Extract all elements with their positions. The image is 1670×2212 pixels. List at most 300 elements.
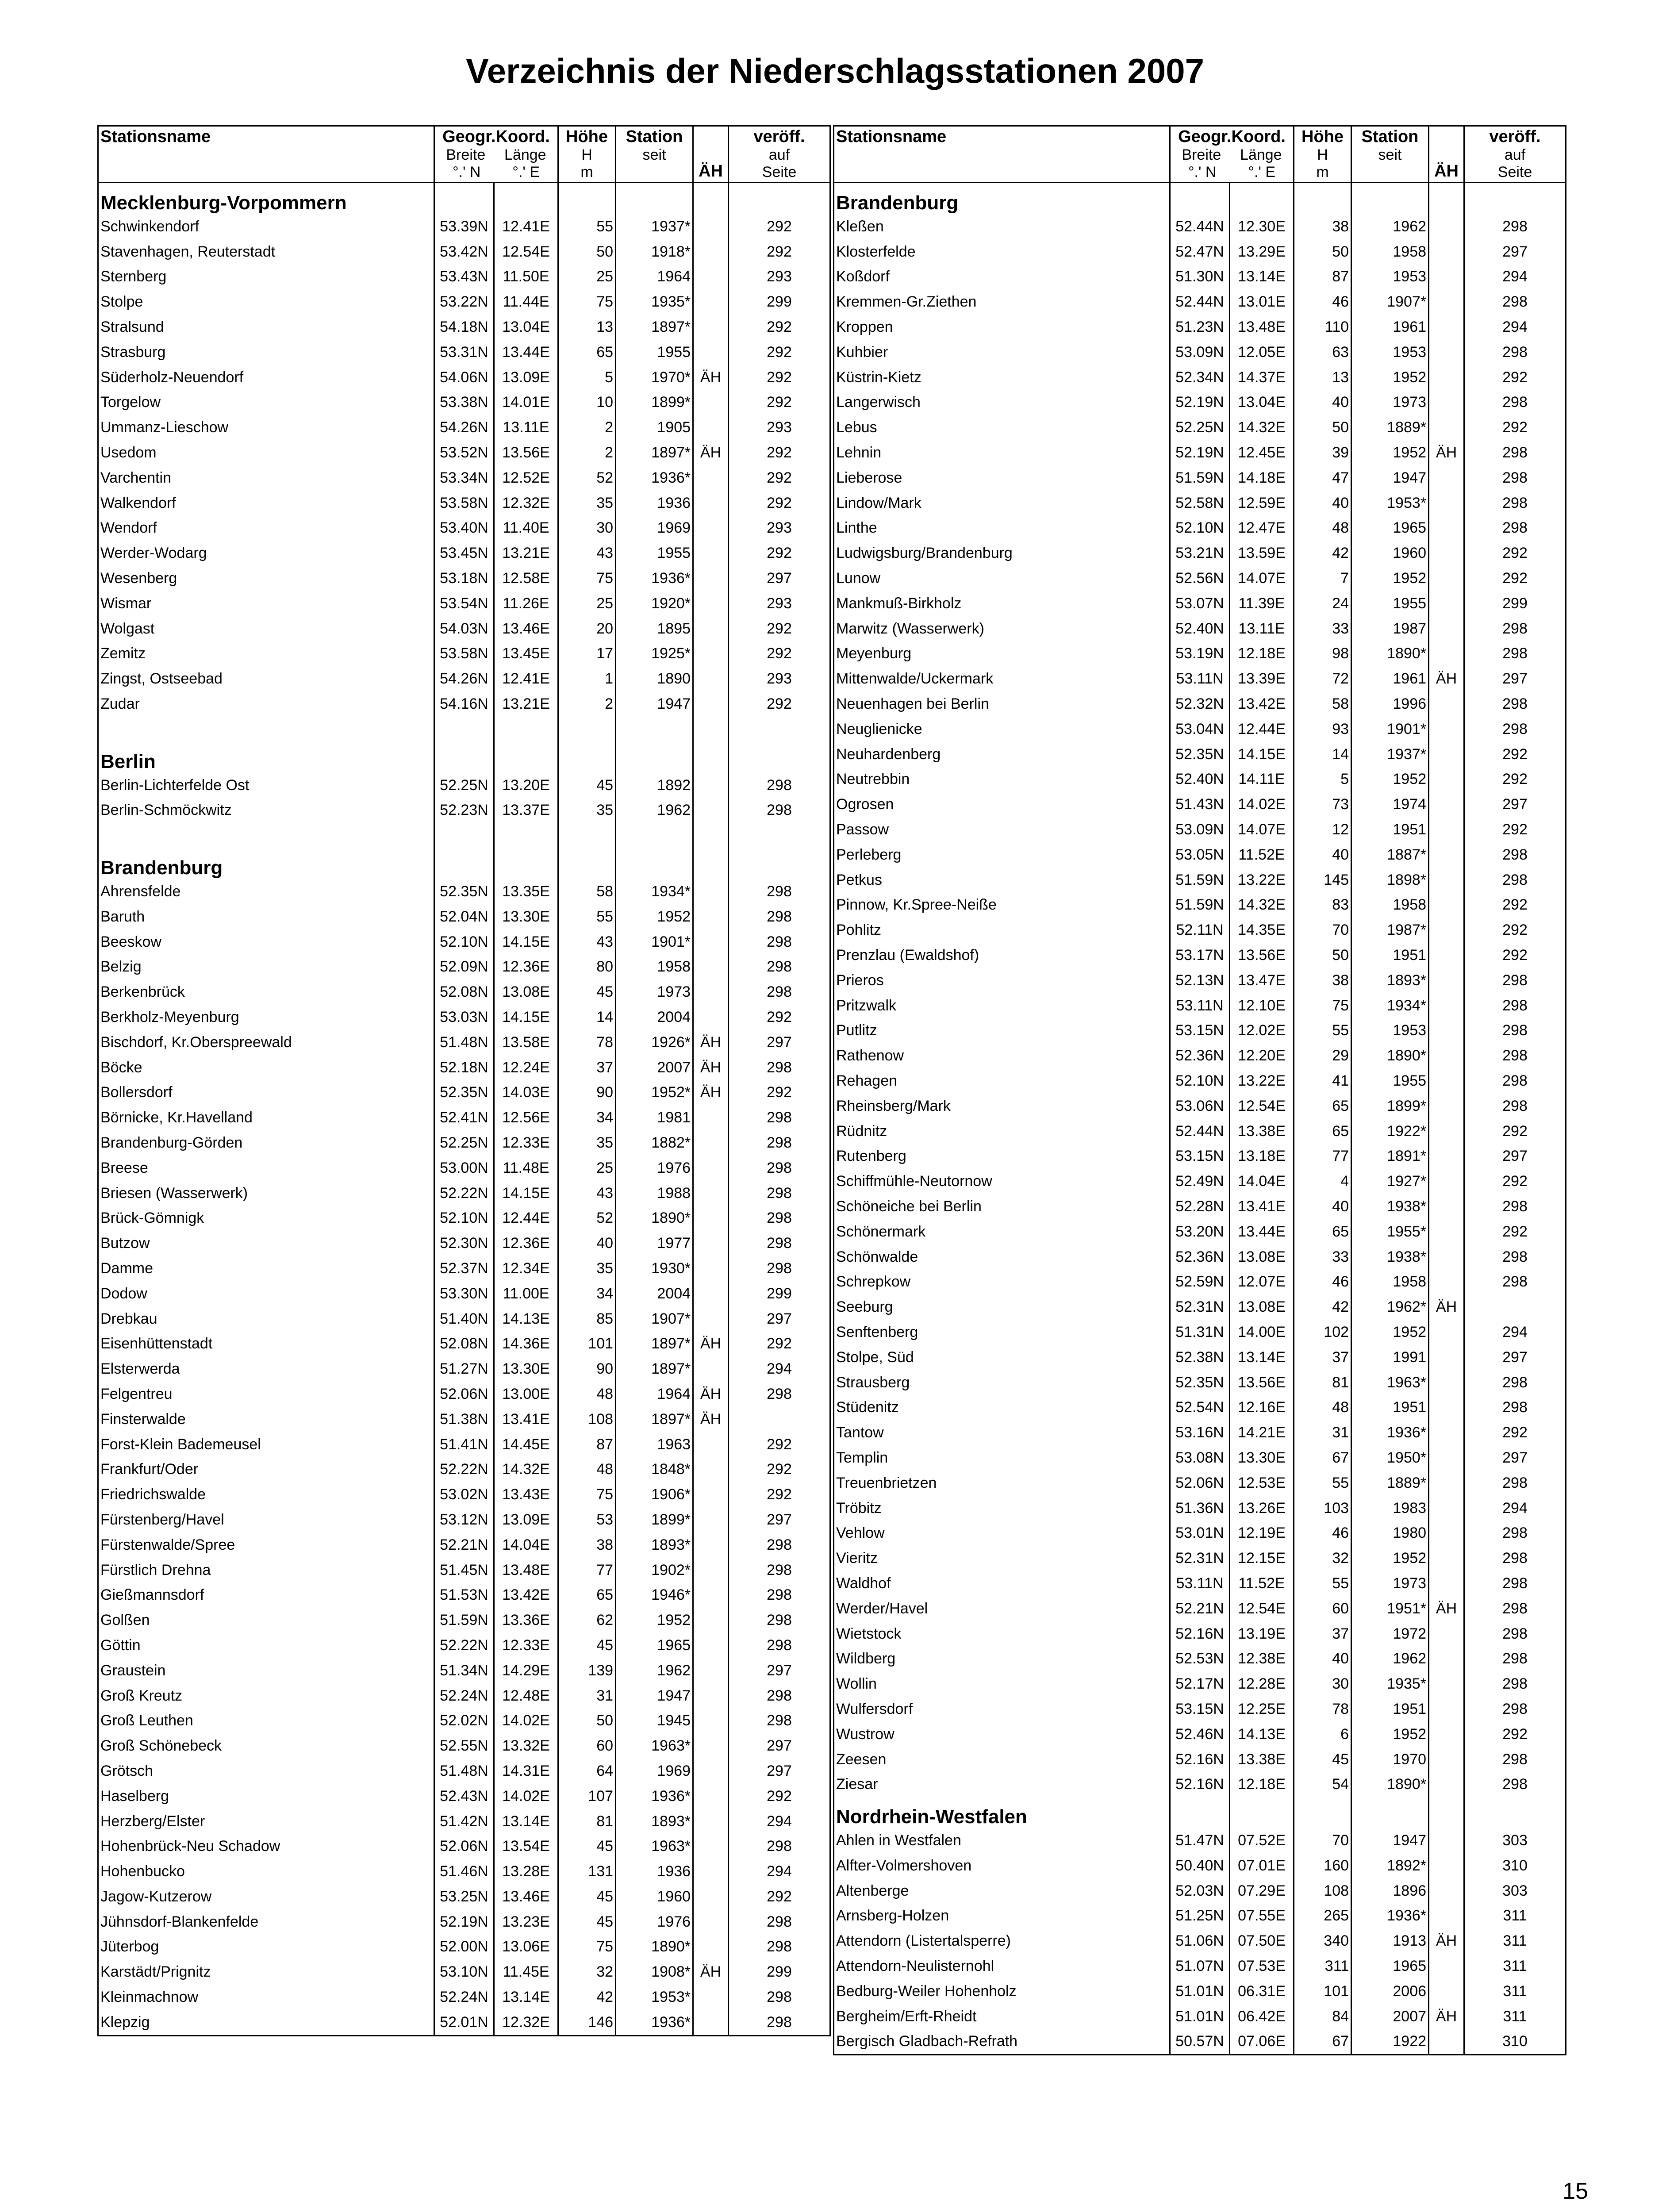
station-name: Tröbitz xyxy=(834,1496,1170,1521)
published-page: 297 xyxy=(729,1030,830,1055)
published-page: 297 xyxy=(1464,1445,1566,1471)
latitude: 52.25N xyxy=(434,773,494,798)
table-row xyxy=(834,239,1566,265)
table-row xyxy=(834,390,1566,415)
height: 87 xyxy=(558,1432,616,1457)
latitude: 52.22N xyxy=(434,1457,494,1482)
ah-flag xyxy=(1429,968,1464,993)
table-row xyxy=(834,1878,1566,1904)
published-page: 298 xyxy=(1464,691,1566,717)
since-year: 1972 xyxy=(1351,1621,1429,1647)
table-row xyxy=(98,773,830,798)
ah-flag xyxy=(693,1130,729,1156)
height: 14 xyxy=(558,1005,616,1030)
height: 48 xyxy=(1294,516,1351,541)
longitude: 13.56E xyxy=(494,440,558,465)
since-year: 1906* xyxy=(616,1482,693,1507)
empty-cell xyxy=(1351,1797,1429,1828)
station-name: Lindow/Mark xyxy=(834,491,1170,516)
published-page: 298 xyxy=(1464,1471,1566,1496)
station-name: Zemitz xyxy=(98,641,434,667)
since-year: 1892* xyxy=(1351,1853,1429,1878)
latitude: 53.05N xyxy=(1170,842,1230,868)
empty-cell xyxy=(494,183,558,215)
longitude: 14.32E xyxy=(1230,893,1294,918)
since-year: 1947 xyxy=(616,691,693,717)
station-name: Ahrensfelde xyxy=(98,879,434,904)
published-page: 292 xyxy=(1464,943,1566,968)
longitude: 12.45E xyxy=(1230,440,1294,465)
table-row xyxy=(834,1954,1566,1979)
published-page: 292 xyxy=(1464,415,1566,440)
height: 30 xyxy=(558,516,616,541)
latitude: 51.45N xyxy=(434,1558,494,1583)
since-year: 1935* xyxy=(1351,1671,1429,1697)
empty-cell xyxy=(729,183,830,215)
latitude: 52.28N xyxy=(1170,1194,1230,1219)
longitude: 12.54E xyxy=(494,239,558,265)
region-heading-row xyxy=(834,183,1566,215)
table-row xyxy=(98,1306,830,1332)
ah-flag xyxy=(693,1482,729,1507)
ah-flag xyxy=(1429,2029,1464,2055)
longitude: 13.19E xyxy=(1230,1621,1294,1647)
ah-flag xyxy=(1429,239,1464,265)
latitude: 52.04N xyxy=(434,904,494,929)
header-lon-unit: °.' E xyxy=(1248,164,1276,180)
header-pub-label: veröff. xyxy=(753,127,805,146)
height: 46 xyxy=(1294,1269,1351,1294)
longitude: 13.35E xyxy=(494,879,558,904)
station-name: Briesen (Wasserwerk) xyxy=(98,1181,434,1206)
latitude: 52.22N xyxy=(434,1633,494,1658)
ah-flag xyxy=(1429,868,1464,893)
longitude: 07.50E xyxy=(1230,1928,1294,1954)
ah-flag xyxy=(693,1457,729,1482)
table-row xyxy=(834,993,1566,1018)
height: 65 xyxy=(1294,1094,1351,1119)
published-page: 298 xyxy=(729,773,830,798)
latitude: 53.09N xyxy=(1170,817,1230,842)
station-name: Belzig xyxy=(98,955,434,980)
since-year: 1936* xyxy=(616,2010,693,2035)
longitude: 13.30E xyxy=(494,904,558,929)
header-station-label: Station xyxy=(1361,127,1419,146)
ah-flag xyxy=(1429,1521,1464,1546)
height: 43 xyxy=(558,541,616,566)
ah-flag xyxy=(693,516,729,541)
published-page: 297 xyxy=(729,1507,830,1532)
station-name: Neuenhagen bei Berlin xyxy=(834,691,1170,717)
station-name: Gießmannsdorf xyxy=(98,1582,434,1608)
ah-flag xyxy=(1429,691,1464,717)
published-page: 310 xyxy=(1464,1853,1566,1878)
table-row xyxy=(834,1043,1566,1068)
latitude: 51.07N xyxy=(1170,1954,1230,1979)
height: 63 xyxy=(1294,340,1351,365)
latitude: 53.06N xyxy=(1170,1094,1230,1119)
table-row xyxy=(834,1345,1566,1370)
latitude: 52.01N xyxy=(434,2010,494,2035)
longitude: 13.00E xyxy=(494,1382,558,1407)
latitude: 53.58N xyxy=(434,491,494,516)
table-row xyxy=(98,1683,830,1709)
published-page: 292 xyxy=(729,616,830,641)
empty-cell xyxy=(1294,183,1351,215)
station-name: Ludwigsburg/Brandenburg xyxy=(834,541,1170,566)
table-row xyxy=(98,541,830,566)
table-row xyxy=(98,1281,830,1306)
published-page: 292 xyxy=(1464,1169,1566,1194)
latitude: 53.15N xyxy=(1170,1697,1230,1722)
station-name: Vieritz xyxy=(834,1546,1170,1571)
since-year: 1897* xyxy=(616,1331,693,1356)
latitude: 51.46N xyxy=(434,1859,494,1884)
longitude: 14.15E xyxy=(1230,742,1294,767)
table-row xyxy=(98,1532,830,1558)
header-height-unit: m xyxy=(580,164,593,180)
empty-cell xyxy=(558,742,616,773)
published-page: 292 xyxy=(1464,1119,1566,1144)
latitude: 52.21N xyxy=(1170,1596,1230,1621)
height: 35 xyxy=(558,1130,616,1156)
station-name: Bollersdorf xyxy=(98,1080,434,1106)
station-name: Seeburg xyxy=(834,1294,1170,1320)
latitude: 52.19N xyxy=(434,1909,494,1935)
table-row xyxy=(834,1068,1566,1094)
published-page: 292 xyxy=(729,340,830,365)
station-name: Attendorn-Neulisternohl xyxy=(834,1954,1170,1979)
height: 55 xyxy=(1294,1018,1351,1044)
ah-flag xyxy=(1429,641,1464,667)
height: 24 xyxy=(1294,591,1351,616)
height: 45 xyxy=(558,1834,616,1859)
latitude: 52.06N xyxy=(1170,1471,1230,1496)
since-year: 1895 xyxy=(616,616,693,641)
longitude: 12.41E xyxy=(494,214,558,239)
longitude: 13.39E xyxy=(1230,666,1294,691)
station-name: Attendorn (Listertalsperre) xyxy=(834,1928,1170,1954)
station-name: Bischdorf, Kr.Oberspreewald xyxy=(98,1030,434,1055)
height: 146 xyxy=(558,2010,616,2035)
empty-cell xyxy=(616,848,693,879)
longitude: 13.08E xyxy=(1230,1244,1294,1270)
longitude: 13.56E xyxy=(1230,943,1294,968)
ah-flag xyxy=(1429,1979,1464,2004)
table-row xyxy=(834,1571,1566,1596)
table-row xyxy=(98,955,830,980)
since-year: 1936 xyxy=(616,491,693,516)
empty-cell xyxy=(434,823,494,848)
latitude: 52.58N xyxy=(1170,491,1230,516)
published-page: 298 xyxy=(1464,1571,1566,1596)
since-year: 1897* xyxy=(616,315,693,340)
longitude: 13.46E xyxy=(494,616,558,641)
latitude: 53.08N xyxy=(1170,1445,1230,1471)
station-name: Schönermark xyxy=(834,1219,1170,1244)
since-year: 1955 xyxy=(616,340,693,365)
longitude: 11.40E xyxy=(494,516,558,541)
longitude: 13.48E xyxy=(1230,315,1294,340)
latitude: 52.53N xyxy=(1170,1646,1230,1671)
since-year: 1896 xyxy=(1351,1878,1429,1904)
station-name: Golßen xyxy=(98,1608,434,1633)
latitude: 51.23N xyxy=(1170,315,1230,340)
since-year: 1955 xyxy=(1351,591,1429,616)
ah-flag: ÄH xyxy=(1429,1596,1464,1621)
height: 52 xyxy=(558,465,616,491)
longitude: 13.30E xyxy=(1230,1445,1294,1471)
station-name: Frankfurt/Oder xyxy=(98,1457,434,1482)
empty-cell xyxy=(693,742,729,773)
table-row xyxy=(834,616,1566,641)
table-row xyxy=(834,541,1566,566)
published-page: 297 xyxy=(1464,1144,1566,1169)
published-page: 298 xyxy=(729,1985,830,2010)
height: 85 xyxy=(558,1306,616,1332)
header-lat-unit: °.' N xyxy=(1188,164,1217,180)
station-name: Fürstenberg/Havel xyxy=(98,1507,434,1532)
longitude: 12.33E xyxy=(494,1130,558,1156)
ah-flag: ÄH xyxy=(693,440,729,465)
ah-flag xyxy=(693,1809,729,1834)
latitude: 51.40N xyxy=(434,1306,494,1332)
published-page: 298 xyxy=(1464,1395,1566,1420)
ah-flag xyxy=(693,465,729,491)
published-page: 298 xyxy=(729,1558,830,1583)
station-name: Ogrosen xyxy=(834,792,1170,817)
since-year: 1987 xyxy=(1351,616,1429,641)
since-year: 2004 xyxy=(616,1005,693,1030)
ah-flag xyxy=(693,798,729,823)
ah-flag xyxy=(693,340,729,365)
table-row xyxy=(98,979,830,1005)
longitude: 13.08E xyxy=(1230,1294,1294,1320)
longitude: 12.53E xyxy=(1230,1471,1294,1496)
station-name: Rathenow xyxy=(834,1043,1170,1068)
station-name: Zingst, Ostseebad xyxy=(98,666,434,691)
height: 311 xyxy=(1294,1954,1351,1979)
ah-flag xyxy=(1429,1571,1464,1596)
since-year: 1938* xyxy=(1351,1244,1429,1270)
table-row xyxy=(98,1382,830,1407)
height: 65 xyxy=(558,1582,616,1608)
ah-flag xyxy=(693,1181,729,1206)
table-row xyxy=(834,1395,1566,1420)
empty-cell xyxy=(616,183,693,215)
longitude: 13.43E xyxy=(494,1482,558,1507)
height: 14 xyxy=(1294,742,1351,767)
latitude: 53.12N xyxy=(434,1507,494,1532)
since-year: 1977 xyxy=(616,1231,693,1256)
table-row xyxy=(98,1935,830,1960)
since-year: 1958 xyxy=(1351,1269,1429,1294)
published-page: 297 xyxy=(1464,792,1566,817)
table-row xyxy=(98,1658,830,1683)
station-name: Mankmuß-Birkholz xyxy=(834,591,1170,616)
longitude: 12.28E xyxy=(1230,1671,1294,1697)
ah-flag xyxy=(1429,1904,1464,1929)
latitude: 51.30N xyxy=(1170,265,1230,290)
published-page: 297 xyxy=(729,1759,830,1784)
published-page: 298 xyxy=(729,879,830,904)
ah-flag xyxy=(693,1356,729,1382)
station-name: Herzberg/Elster xyxy=(98,1809,434,1834)
since-year: 1936* xyxy=(616,1784,693,1809)
latitude: 52.03N xyxy=(1170,1878,1230,1904)
height: 40 xyxy=(1294,491,1351,516)
longitude: 12.32E xyxy=(494,491,558,516)
header-lon-unit: °.' E xyxy=(512,164,540,180)
since-year: 1981 xyxy=(616,1105,693,1130)
longitude: 12.32E xyxy=(494,2010,558,2035)
ah-flag xyxy=(693,1432,729,1457)
longitude: 14.18E xyxy=(1230,465,1294,491)
ah-flag xyxy=(693,616,729,641)
station-name: Varchentin xyxy=(98,465,434,491)
height: 20 xyxy=(558,616,616,641)
height: 37 xyxy=(558,1055,616,1080)
ah-flag xyxy=(1429,1018,1464,1044)
latitude: 52.54N xyxy=(1170,1395,1230,1420)
latitude: 52.47N xyxy=(1170,239,1230,265)
header-ah-label: ÄH xyxy=(1434,162,1459,180)
latitude: 53.02N xyxy=(434,1482,494,1507)
empty-cell xyxy=(558,848,616,879)
ah-flag xyxy=(1429,1621,1464,1647)
published-page: 298 xyxy=(1464,516,1566,541)
longitude: 14.15E xyxy=(494,1005,558,1030)
longitude: 13.46E xyxy=(494,1884,558,1909)
empty-cell xyxy=(693,717,729,742)
empty-cell xyxy=(729,742,830,773)
published-page: 292 xyxy=(729,465,830,491)
table-row xyxy=(834,1420,1566,1445)
station-name: Wietstock xyxy=(834,1621,1170,1647)
published-page: 292 xyxy=(729,315,830,340)
height: 58 xyxy=(558,879,616,904)
longitude: 14.45E xyxy=(494,1432,558,1457)
height: 65 xyxy=(1294,1119,1351,1144)
height: 34 xyxy=(558,1105,616,1130)
station-name: Berlin-Lichterfelde Ost xyxy=(98,773,434,798)
table-row xyxy=(98,491,830,516)
station-name: Wildberg xyxy=(834,1646,1170,1671)
header-geo-coord xyxy=(434,126,558,183)
since-year: 1947 xyxy=(1351,1828,1429,1853)
latitude: 52.35N xyxy=(434,1080,494,1106)
height: 107 xyxy=(558,1784,616,1809)
table-row xyxy=(98,440,830,465)
table-row xyxy=(834,1928,1566,1954)
table-row xyxy=(98,1256,830,1281)
header-pub-on: auf xyxy=(1504,146,1526,163)
latitude: 53.40N xyxy=(434,516,494,541)
height: 72 xyxy=(1294,666,1351,691)
ah-flag xyxy=(1429,1320,1464,1345)
longitude: 12.16E xyxy=(1230,1395,1294,1420)
since-year: 1935* xyxy=(616,289,693,315)
published-page: 292 xyxy=(1464,767,1566,792)
longitude: 13.48E xyxy=(494,1558,558,1583)
height: 60 xyxy=(558,1733,616,1759)
longitude: 13.20E xyxy=(494,773,558,798)
station-name: Felgentreu xyxy=(98,1382,434,1407)
table-row xyxy=(834,641,1566,667)
latitude: 53.22N xyxy=(434,289,494,315)
since-year: 1976 xyxy=(616,1156,693,1181)
height: 25 xyxy=(558,1156,616,1181)
header-lon: Länge xyxy=(504,146,546,163)
ah-flag xyxy=(693,415,729,440)
station-name: Brück-Gömnigk xyxy=(98,1206,434,1231)
table-row xyxy=(98,1558,830,1583)
since-year: 1953* xyxy=(1351,491,1429,516)
station-name: Haselberg xyxy=(98,1784,434,1809)
station-name: Schrepkow xyxy=(834,1269,1170,1294)
published-page: 298 xyxy=(729,1231,830,1256)
page-number: 15 xyxy=(1563,2178,1588,2204)
height: 35 xyxy=(558,1256,616,1281)
station-name: Werder/Havel xyxy=(834,1596,1170,1621)
height: 40 xyxy=(558,1231,616,1256)
height: 78 xyxy=(558,1030,616,1055)
since-year: 1955* xyxy=(1351,1219,1429,1244)
latitude: 53.20N xyxy=(1170,1219,1230,1244)
station-name: Friedrichswalde xyxy=(98,1482,434,1507)
empty-cell xyxy=(1429,183,1464,215)
latitude: 53.38N xyxy=(434,390,494,415)
table-row xyxy=(98,1181,830,1206)
published-page: 298 xyxy=(729,1935,830,1960)
table-row xyxy=(98,1156,830,1181)
station-name: Brandenburg-Görden xyxy=(98,1130,434,1156)
height: 25 xyxy=(558,265,616,290)
published-page xyxy=(1464,1294,1566,1320)
longitude: 12.05E xyxy=(1230,340,1294,365)
published-page: 299 xyxy=(729,1959,830,1985)
table-row xyxy=(834,1979,1566,2004)
ah-flag xyxy=(693,1206,729,1231)
since-year: 1898* xyxy=(1351,868,1429,893)
ah-flag xyxy=(1429,265,1464,290)
table-row xyxy=(98,415,830,440)
station-name: Neuglienicke xyxy=(834,717,1170,742)
since-year: 1952* xyxy=(616,1080,693,1106)
longitude: 13.47E xyxy=(1230,968,1294,993)
ah-flag xyxy=(1429,1853,1464,1878)
table-row xyxy=(834,742,1566,767)
empty-cell xyxy=(729,848,830,879)
longitude: 13.36E xyxy=(494,1608,558,1633)
height: 81 xyxy=(1294,1370,1351,1395)
ah-flag xyxy=(693,2010,729,2035)
since-year: 1908* xyxy=(616,1959,693,1985)
station-name: Klepzig xyxy=(98,2010,434,2035)
header-published xyxy=(729,126,830,183)
table-row xyxy=(98,390,830,415)
header-station-name: Stationsname xyxy=(834,126,1170,183)
height: 40 xyxy=(1294,390,1351,415)
table-row xyxy=(98,340,830,365)
height: 37 xyxy=(1294,1621,1351,1647)
region-name: Brandenburg xyxy=(834,183,1170,215)
latitude: 52.44N xyxy=(1170,289,1230,315)
published-page: 298 xyxy=(729,798,830,823)
header-station-name: Stationsname xyxy=(98,126,434,183)
published-page: 298 xyxy=(1464,1068,1566,1094)
since-year: 1951 xyxy=(1351,1395,1429,1420)
